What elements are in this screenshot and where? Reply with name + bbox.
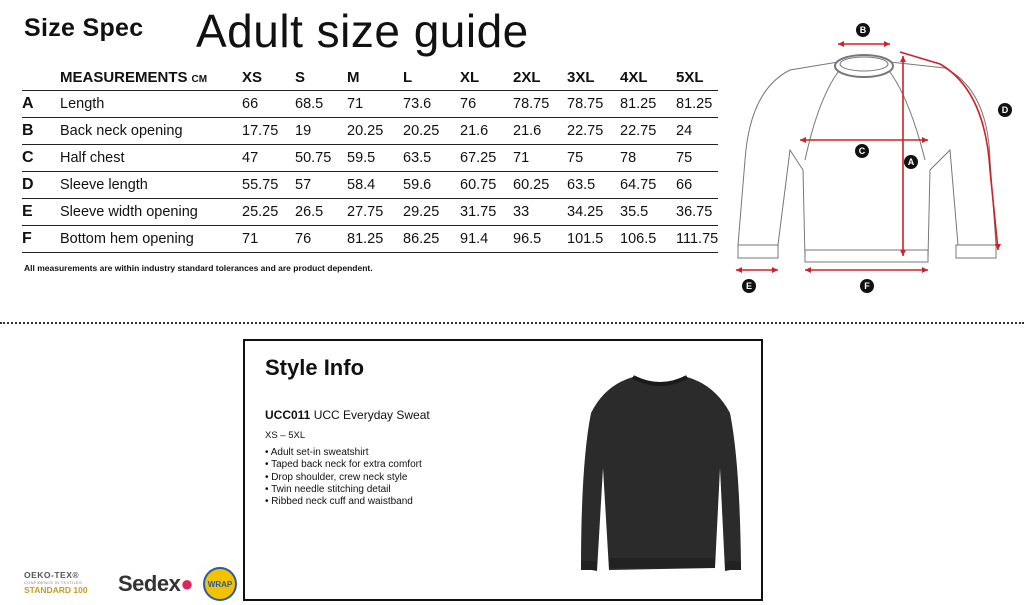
measurement-cell: 68.5 xyxy=(295,90,347,117)
size-header: 2XL xyxy=(513,69,541,87)
unit-label: CM xyxy=(191,74,208,86)
marker-f xyxy=(860,279,874,293)
measurement-cell: 111.75 xyxy=(676,225,718,252)
measurement-cell: 17.75 xyxy=(242,117,295,144)
feature-item: • Twin needle stitching detail xyxy=(265,484,422,496)
measurement-cell: 75 xyxy=(567,144,620,171)
measurement-cell: 101.5 xyxy=(567,225,620,252)
measurement-cell: 47 xyxy=(242,144,295,171)
size-header: XS xyxy=(242,69,263,87)
section-divider xyxy=(0,322,1024,324)
size-header: 4XL xyxy=(620,69,648,87)
size-header: 5XL xyxy=(676,69,704,87)
table-row xyxy=(22,117,718,144)
measurement-cell: 59.6 xyxy=(403,171,460,198)
measurement-cell: 81.25 xyxy=(676,90,718,117)
measurement-cell: 78 xyxy=(620,144,676,171)
measurement-cell: 86.25 xyxy=(403,225,460,252)
size-header: S xyxy=(295,69,306,87)
measurement-cell: 81.25 xyxy=(620,90,676,117)
style-info-panel xyxy=(243,339,763,601)
measurement-cell: 27.75 xyxy=(347,198,403,225)
measurement-cell: 25.25 xyxy=(242,198,295,225)
marker-b xyxy=(856,23,870,37)
svg-text:WRAP: WRAP xyxy=(207,580,233,589)
measurement-cell: 64.75 xyxy=(620,171,676,198)
measurement-cell: 22.75 xyxy=(620,117,676,144)
size-header: 3XL xyxy=(567,69,595,87)
measurement-cell: 71 xyxy=(347,90,403,117)
table-row xyxy=(22,90,718,117)
page-title: Adult size guide xyxy=(196,5,529,57)
table-row xyxy=(22,198,718,225)
svg-text:E: E xyxy=(745,281,753,291)
row-letter: F xyxy=(22,225,60,252)
size-header: XL xyxy=(460,69,480,87)
measurement-cell: 26.5 xyxy=(295,198,347,225)
svg-text:B: B xyxy=(859,25,867,35)
measurement-cell: 33 xyxy=(513,198,567,225)
size-table xyxy=(22,66,718,253)
measurement-cell: 22.75 xyxy=(567,117,620,144)
measurement-cell: 106.5 xyxy=(620,225,676,252)
diagram-sweatshirt-outline xyxy=(738,62,996,258)
measurement-cell: 63.5 xyxy=(403,144,460,171)
measurement-cell: 36.75 xyxy=(676,198,718,225)
row-label: Length xyxy=(60,90,242,117)
size-spec-heading: Size Spec xyxy=(24,14,144,42)
row-label: Bottom hem opening xyxy=(60,225,242,252)
marker-a xyxy=(904,155,918,169)
marker-c xyxy=(855,144,869,158)
measurement-cell: 58.4 xyxy=(347,171,403,198)
measurement-cell: 31.75 xyxy=(460,198,513,225)
svg-text:D: D xyxy=(1001,105,1009,115)
oeko-tex-logo: OEKO-TEX® CONFIDENCE IN TEXTILES STANDARD 100 xyxy=(24,570,88,595)
measurement-cell: 76 xyxy=(460,90,513,117)
measurement-cell: 21.6 xyxy=(460,117,513,144)
measurement-cell: 20.25 xyxy=(403,117,460,144)
measurement-cell: 96.5 xyxy=(513,225,567,252)
row-letter: E xyxy=(22,198,60,225)
measurement-cell: 55.75 xyxy=(242,171,295,198)
measurement-cell: 66 xyxy=(676,171,718,198)
row-label: Sleeve length xyxy=(60,171,242,198)
svg-text:C: C xyxy=(858,146,866,156)
measurement-cell: 60.75 xyxy=(460,171,513,198)
measurement-cell: 91.4 xyxy=(460,225,513,252)
marker-e xyxy=(742,279,756,293)
row-letter: B xyxy=(22,117,60,144)
measurement-cell: 63.5 xyxy=(567,171,620,198)
svg-text:F: F xyxy=(864,281,870,291)
measurement-cell: 60.25 xyxy=(513,171,567,198)
measurement-cell: 71 xyxy=(513,144,567,171)
row-letter: D xyxy=(22,171,60,198)
size-range: XS – 5XL xyxy=(265,430,306,441)
table-header-row xyxy=(22,66,718,90)
feature-item: • Adult set-in sweatshirt xyxy=(265,447,422,459)
feature-list xyxy=(265,447,422,508)
disclaimer-text: All measurements are within industry standard tolerances and are product dependent. xyxy=(24,263,373,273)
measurement-cell: 35.5 xyxy=(620,198,676,225)
product-photo-sweatshirt xyxy=(575,373,745,581)
table-row xyxy=(22,225,718,252)
row-label: Back neck opening xyxy=(60,117,242,144)
row-letter: C xyxy=(22,144,60,171)
measurement-cell: 19 xyxy=(295,117,347,144)
marker-d xyxy=(998,103,1012,117)
feature-item: • Taped back neck for extra comfort xyxy=(265,459,422,471)
table-row xyxy=(22,171,718,198)
measurement-cell: 75 xyxy=(676,144,718,171)
table-row xyxy=(22,144,718,171)
measurement-cell: 34.25 xyxy=(567,198,620,225)
measurement-cell: 78.75 xyxy=(567,90,620,117)
style-info-title: Style Info xyxy=(265,355,365,380)
sweatshirt-measurement-diagram xyxy=(728,14,1018,298)
measurement-cell: 81.25 xyxy=(347,225,403,252)
measurement-cell: 57 xyxy=(295,171,347,198)
measurement-cell: 20.25 xyxy=(347,117,403,144)
measurements-header: MEASUREMENTS CM xyxy=(60,69,208,87)
measurement-cell: 66 xyxy=(242,90,295,117)
measurement-cell: 59.5 xyxy=(347,144,403,171)
product-code: UCC011 xyxy=(265,408,311,422)
product-name-line xyxy=(265,408,430,422)
wrap-logo xyxy=(203,567,237,601)
size-header: M xyxy=(347,69,360,87)
measurement-cell: 24 xyxy=(676,117,718,144)
measurement-cell: 78.75 xyxy=(513,90,567,117)
measurement-cell: 21.6 xyxy=(513,117,567,144)
size-header: L xyxy=(403,69,413,87)
measurement-cell: 29.25 xyxy=(403,198,460,225)
row-label: Half chest xyxy=(60,144,242,171)
sedex-logo: Sedex● xyxy=(118,571,194,596)
measurement-cell: 71 xyxy=(242,225,295,252)
row-label: Sleeve width opening xyxy=(60,198,242,225)
feature-item: • Ribbed neck cuff and waistband xyxy=(265,496,422,508)
measurement-cell: 67.25 xyxy=(460,144,513,171)
row-letter: A xyxy=(22,90,60,117)
feature-item: • Drop shoulder, crew neck style xyxy=(265,472,422,484)
product-name: UCC Everyday Sweat xyxy=(313,408,430,422)
measurement-cell: 73.6 xyxy=(403,90,460,117)
measurement-cell: 50.75 xyxy=(295,144,347,171)
measurement-cell: 76 xyxy=(295,225,347,252)
svg-text:A: A xyxy=(907,157,915,167)
